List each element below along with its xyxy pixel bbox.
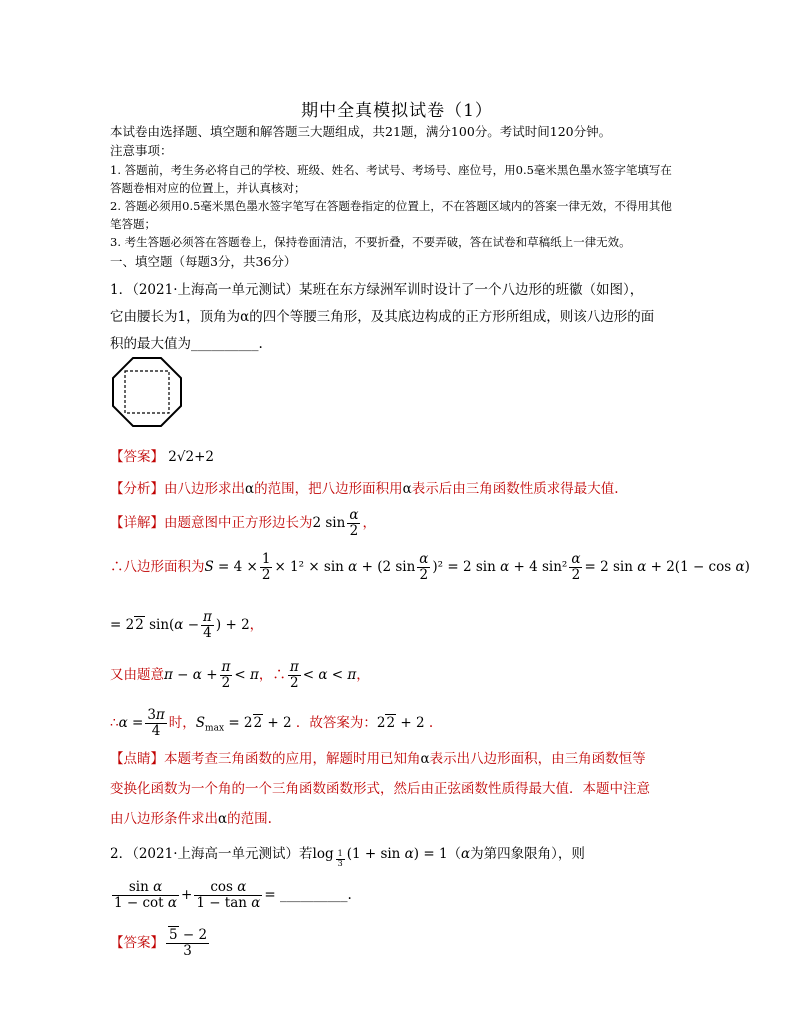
analysis-text: 表示后由三角函数性质求得最大值. [411,481,619,497]
comment-text: 本题考查三角函数的应用，解题时用已知角 [164,751,421,767]
area-prefix: ∴八边形面积为 [110,558,205,575]
q1-text: 的四个等腰三角形，及其底边构成的正方形所组成，则该八边形的面 [249,309,655,325]
analysis-text: 由八边形求出 [164,481,245,497]
analysis-tag: 【分析】 [110,481,164,497]
q1-analysis: 【分析】由八边形求出α的范围，把八边形面积用α表示后由三角函数性质求得最大值. [110,481,619,497]
q2-text: 2．（2021·上海高一单元测试）若 [110,846,313,862]
smax-label: max [205,723,225,734]
q1-sin-line: = 22 sin(α − $\frac{\pi}{4}$ ) + 2， [110,609,264,641]
note-line: 答题卷相对应的位置上，并认真核对； [110,181,306,195]
q2-answer [110,928,211,959]
q1-answer [110,445,214,465]
detail-tag: 【详解】 [110,514,164,531]
section-heading: 一、填空题（每题3分，共36分） [110,254,297,269]
page-title: 期中全真模拟试卷（1） [301,101,493,121]
q1-line-3: 积的最大值为__________. [110,336,263,352]
answer-tag: 【答案】 [110,934,164,951]
q1-max-line: ∴α = $\frac{3\pi}{4}$ 时，$S_{max} = 22 + 2$ ．故答案为：22 + 2 . [110,707,434,739]
q1-line-1: 1．（2021·上海高一单元测试）某班在东方绿洲军训时设计了一个八边形的班徽（如图）， [110,282,644,298]
note-line: 笔答题； [110,217,156,231]
q1-line-2: 它由腰长为1，顶角为α的四个等腰三角形，及其底边构成的正方形所组成，则该八边形的面 [110,309,655,325]
q1-comment-3: 由八边形条件求出α的范围. [110,811,272,827]
note-line: 1. 答题前，考生务必将自己的学校、班级、姓名、考试号、考场号、座位号，用0.5毫米黑色墨水签字笔填写在 [110,163,672,177]
so-answer: 故答案为： [309,714,377,731]
q2-blank: __________. [280,886,352,903]
answer-value: 2√2+2 [168,449,214,465]
q1-area-line: ∴八边形面积为S = 4 × $\frac{1}{2}$ × 1² × sin α + (2 sin $\frac{\alpha}{2}$ )² = 2 sin α + 4 sin² $\frac{\alpha}{2}$ = 2 sin α + 2(1 − cos α) [110,551,750,583]
therefore-text: 时， [168,714,196,731]
q1-range-line: 又由题意π − α + $\frac{\pi}{2}$ < π，∴ $\frac{\pi}{2}$ < α < π， [110,659,370,691]
also-prefix: 又由题意 [110,666,164,683]
comment-text: 表示出八边形面积，由三角函数恒等 [429,751,646,767]
q2-line-1: 2．（2021·上海高一单元测试）若log $_{\frac{1}{3}}$ (1 + sin α) = 1（α为第四象限角），则 [110,846,585,868]
q2-text: 为第四象限角），则 [470,846,585,862]
q2-expression: $\frac{\text{sin α}}{\text{1 − cot α}}$ + $\frac{\text{cos α}}{\text{1 − tan α}}$ = __________. [114,879,352,911]
analysis-text: 的范围，把八边形面积用 [254,481,403,497]
comment-text: 由八边形条件求出 [110,811,218,827]
note-line: 3. 考生答题必须答在答题卷上，保持卷面清洁，不要折叠，不要弄破，答在试卷和草稿纸上一律无效。 [110,235,631,249]
detail-text: 由题意图中正方形边长为 [164,514,313,531]
q1-text: 它由腰长为1，顶角为 [110,309,241,325]
q1-comment-1: 【点睛】本题考查三角函数的应用，解题时用已知角α表示出八边形面积，由三角函数恒等 [110,751,646,767]
q1-detail: 【详解】由题意图中正方形边长为2 sin $\frac{\alpha}{2}$ ， [110,507,376,539]
answer-tag: 【答案】 [110,449,164,465]
q1-comment-2: 变换化函数为一个角的一个三角函数函数形式，然后由正弦函数性质得最大值．本题中注意 [110,781,650,797]
comment-text: 的范围. [227,811,272,827]
exam-intro: 本试卷由选择题、填空题和解答题三大题组成，共21题，满分100分。考试时间120分钟。 [110,124,612,139]
notes-heading: 注意事项： [110,143,173,158]
q2-text: （ [447,846,462,862]
octagon-figure [109,355,185,431]
comment-tag: 【点睛】 [110,751,164,767]
note-line: 2. 答题必须用0.5毫米黑色墨水签字笔写在答题卷指定的位置上，不在答题区域内的答案一律无效，不得用其他 [110,199,672,213]
answer-value: $\frac{5 - 2}{3}$ [166,928,209,959]
